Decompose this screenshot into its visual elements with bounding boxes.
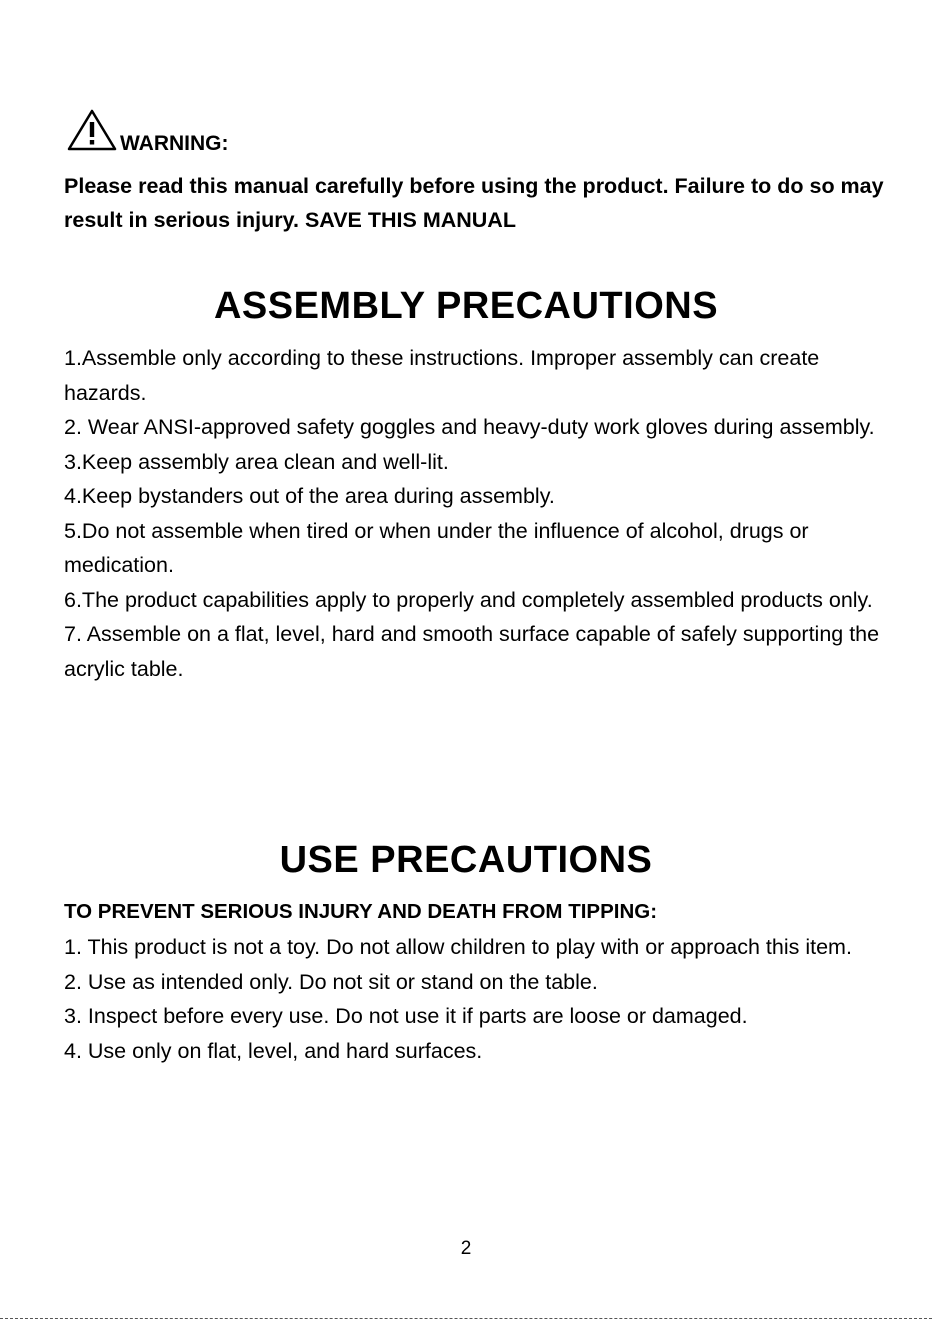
list-item: 4. Use only on flat, level, and hard surfaces. [64,1038,483,1063]
list-item: 2. Wear ANSI-approved safety goggles and heavy-duty work gloves during assembly. [64,415,875,439]
list-item: 3. Inspect before every use. Do not use it if parts are loose or damaged. [64,1004,748,1028]
list-item: 1.Assemble only according to these instructions. Improper assembly can create hazards. [64,346,820,405]
warning-triangle-icon [66,108,118,152]
list-item: 5.Do not assemble when tired or when under the influence of alcohol, drugs or medication. [64,518,809,577]
list-item: 3.Keep assembly area clean and well-lit. [64,449,449,474]
list-item: 2. Use as intended only. Do not sit or stand on the table. [64,969,598,994]
warning-text: Please read this manual carefully before using the product. Failure to do so may result in serious injury. SAVE THIS MANUAL [64,174,884,232]
warning-heading [66,108,229,155]
assembly-precautions-list [64,341,894,686]
tipping-subheading: TO PREVENT SERIOUS INJURY AND DEATH FROM TIPPING: [64,900,658,923]
warning-label: WARNING: [120,132,229,155]
assembly-precautions-title: ASSEMBLY PRECAUTIONS [213,285,719,327]
use-precautions-title: USE PRECAUTIONS [279,839,653,881]
list-item: 4.Keep bystanders out of the area during assembly. [64,484,555,508]
bottom-divider [0,1318,932,1319]
list-item: 1. This product is not a toy. Do not allow children to play with or approach this item. [64,935,852,959]
page-number: 2 [460,1238,472,1259]
use-precautions-list [64,930,894,1068]
list-item: 6.The product capabilities apply to properly and completely assembled products only. [64,587,873,612]
list-item: 7. Assemble on a flat, level, hard and smooth surface capable of safely supporting the acrylic table. [64,622,880,681]
